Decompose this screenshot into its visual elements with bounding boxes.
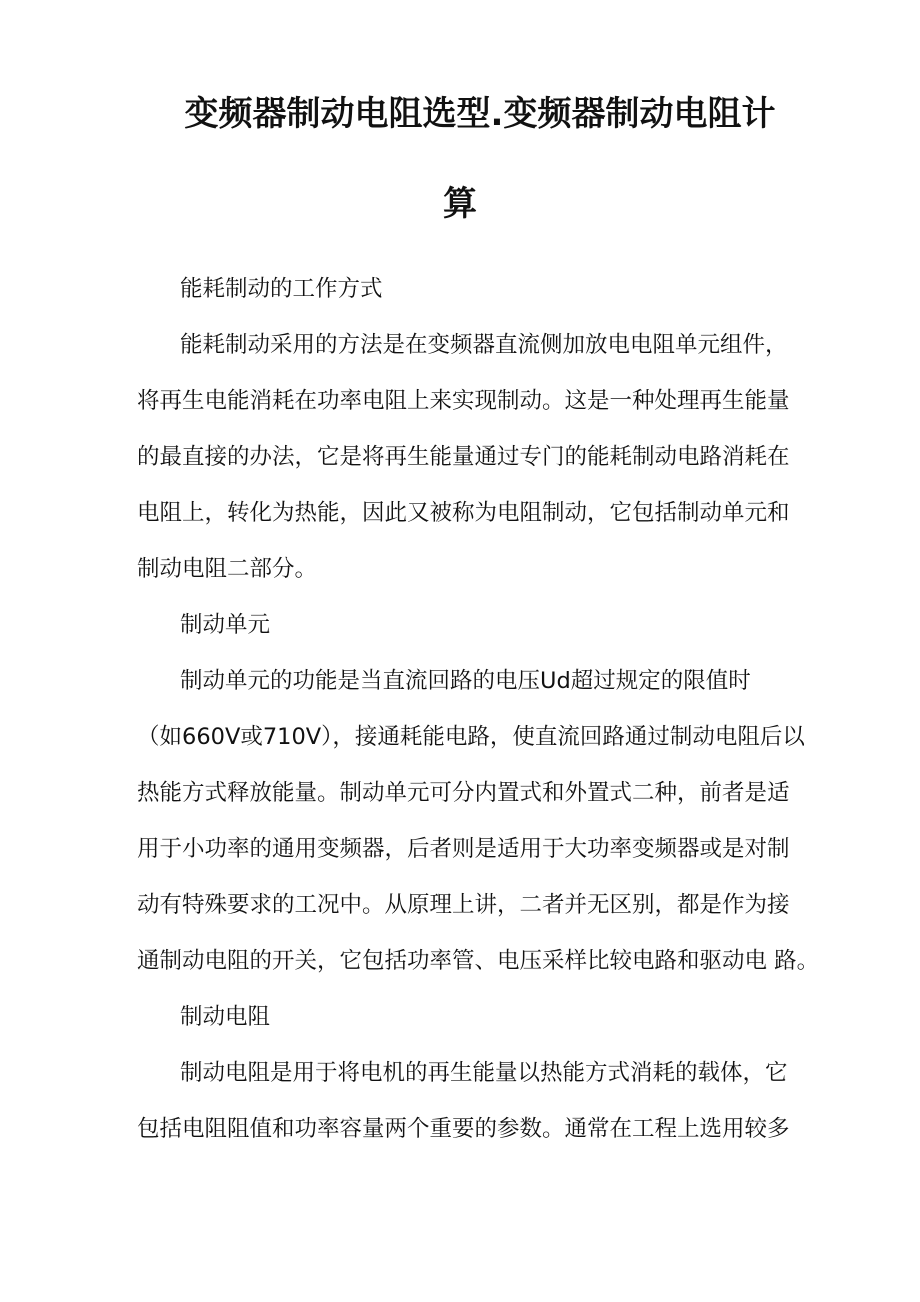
paragraph <box>137 317 837 597</box>
document-title-line-1: 变频器制动电阻选型.变频器制动电阻计 <box>184 94 776 134</box>
text-line: 制动电阻是用于将电机的再生能量以热能方式消耗的载体，它 <box>180 1060 788 1086</box>
text-line: 将再生电能消耗在功率电阻上来实现制动。这是一种处理再生能量 <box>137 388 790 414</box>
paragraph <box>137 1045 837 1157</box>
paragraph <box>137 653 837 989</box>
text-line: 电阻上，转化为热能，因此又被称为电阻制动，它包括制动单元和 <box>137 500 790 526</box>
text-line: 的最直接的办法，它是将再生能量通过专门的能耗制动电路消耗在 <box>137 444 790 470</box>
text-line: 制动单元的功能是当直流回路的电压Ud超过规定的限值时 <box>180 668 751 694</box>
document-title-line-2: 算 <box>443 184 477 224</box>
text-line: 通制动电阻的开关，它包括功率管、电压采样比较电路和驱动电 路。 <box>137 948 820 974</box>
text-line: 用于小功率的通用变频器，后者则是适用于大功率变频器或是对制 <box>137 836 790 862</box>
text-line: 制动单元 <box>180 612 271 638</box>
text-line: 能耗制动采用的方法是在变频器直流侧加放电电阻单元组件， <box>180 332 788 358</box>
section-heading <box>137 989 837 1045</box>
text-line: 能耗制动的工作方式 <box>180 276 383 302</box>
text-line: （如660V或710V），接通耗能电路，使直流回路通过制动电阻后以 <box>137 724 805 750</box>
section-heading <box>137 597 837 653</box>
text-line: 热能方式释放能量。制动单元可分内置式和外置式二种，前者是适 <box>137 780 790 806</box>
text-line: 制动电阻 <box>180 1004 271 1030</box>
document-body <box>137 261 837 1157</box>
text-line: 制动电阻二部分。 <box>137 556 318 582</box>
text-line: 动有特殊要求的工况中。从原理上讲，二者并无区别，都是作为接 <box>137 892 790 918</box>
section-heading <box>137 261 837 317</box>
text-line: 包括电阻阻值和功率容量两个重要的参数。通常在工程上选用较多 <box>137 1116 790 1142</box>
